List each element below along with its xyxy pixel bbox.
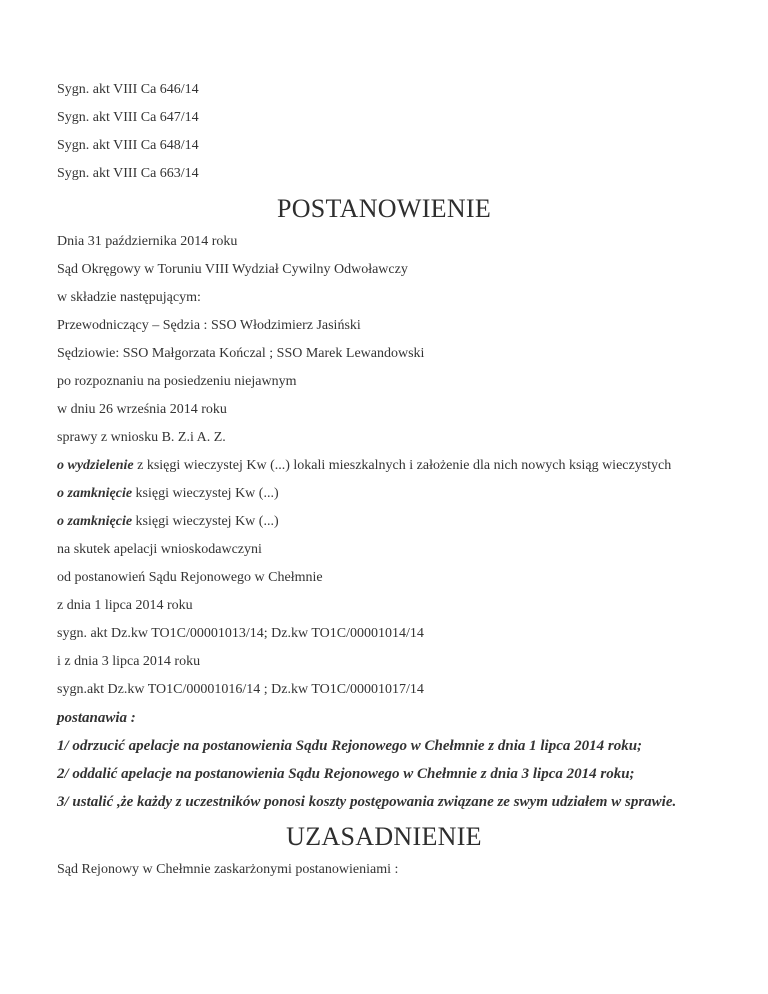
ruling-label: postanawia : bbox=[57, 710, 136, 726]
appeal-first-date-line: z dnia 1 lipca 2014 roku bbox=[57, 598, 193, 613]
presiding-judge-line: Przewodniczący – Sędzia : SSO Włodzimierz Jasiński bbox=[57, 318, 361, 333]
appeal-first-case-numbers-line: sygn. akt Dz.kw TO1C/00001013/14; Dz.kw TO1C/00001014/14 bbox=[57, 626, 424, 641]
appeal-origin-line: na skutek apelacji wnioskodawczyni bbox=[57, 542, 262, 557]
date-line: Dnia 31 października 2014 roku bbox=[57, 234, 238, 249]
case-subject-lead: o zamknięcie bbox=[57, 486, 133, 501]
justification-block bbox=[57, 860, 711, 880]
case-subject-rest: księgi wieczystej Kw (...) bbox=[135, 486, 279, 501]
case-number-line: Sygn. akt VIII Ca 646/14 bbox=[57, 82, 199, 97]
case-number-line: Sygn. akt VIII Ca 648/14 bbox=[57, 138, 199, 153]
case-subject-rest: księgi wieczystej Kw (...) bbox=[135, 514, 279, 529]
case-subject-lead: o zamknięcie bbox=[57, 514, 133, 529]
hearing-type-line: po rozpoznaniu na posiedzeniu niejawnym bbox=[57, 374, 297, 389]
appeal-second-date-line: i z dnia 3 lipca 2014 roku bbox=[57, 654, 201, 669]
document-title: POSTANOWIENIE bbox=[276, 194, 492, 223]
ruling-point-2: 2/ oddalić apelacje na postanowienia Sądu Rejonowego w Chełmnie z dnia 3 lipca 2014 roku; bbox=[57, 766, 635, 782]
case-subject-line bbox=[57, 512, 711, 532]
intro-block bbox=[57, 232, 711, 448]
judges-line: Sędziowie: SSO Małgorzata Kończal ; SSO Marek Lewandowski bbox=[57, 346, 425, 361]
case-subjects-block bbox=[57, 456, 711, 532]
case-number-line: Sygn. akt VIII Ca 647/14 bbox=[57, 110, 199, 125]
ruling-block bbox=[57, 708, 711, 812]
applicants-line: sprawy z wniosku B. Z.i A. Z. bbox=[57, 430, 226, 445]
case-numbers-block bbox=[57, 80, 711, 184]
justification-intro-line: Sąd Rejonowy w Chełmnie zaskarżonymi postanowieniami : bbox=[57, 862, 399, 877]
court-line: Sąd Okręgowy w Toruniu VIII Wydział Cywilny Odwoławczy bbox=[57, 262, 408, 277]
hearing-date-line: w dniu 26 września 2014 roku bbox=[57, 402, 227, 417]
composition-label: w składzie następującym: bbox=[57, 290, 201, 305]
case-subject-line bbox=[57, 456, 711, 476]
ruling-point-1: 1/ odrzucić apelacje na postanowienia Sądu Rejonowego w Chełmnie z dnia 1 lipca 2014 roku; bbox=[57, 738, 643, 754]
case-subject-lead: o wydzielenie bbox=[57, 458, 134, 473]
appeal-source-court-line: od postanowień Sądu Rejonowego w Chełmnie bbox=[57, 570, 323, 585]
appeal-block bbox=[57, 540, 711, 700]
justification-title: UZASADNIENIE bbox=[286, 822, 482, 851]
ruling-point-3: 3/ ustalić ,że każdy z uczestników ponosi koszty postępowania związane ze swym udziałem w sprawie. bbox=[57, 794, 677, 810]
appeal-second-case-numbers-line: sygn.akt Dz.kw TO1C/00001016/14 ; Dz.kw TO1C/00001017/14 bbox=[57, 682, 424, 697]
case-number-line: Sygn. akt VIII Ca 663/14 bbox=[57, 166, 199, 181]
case-subject-line bbox=[57, 484, 711, 504]
case-subject-rest: z księgi wieczystej Kw (...) lokali mieszkalnych i założenie dla nich nowych ksiąg wieczystych bbox=[137, 458, 672, 473]
